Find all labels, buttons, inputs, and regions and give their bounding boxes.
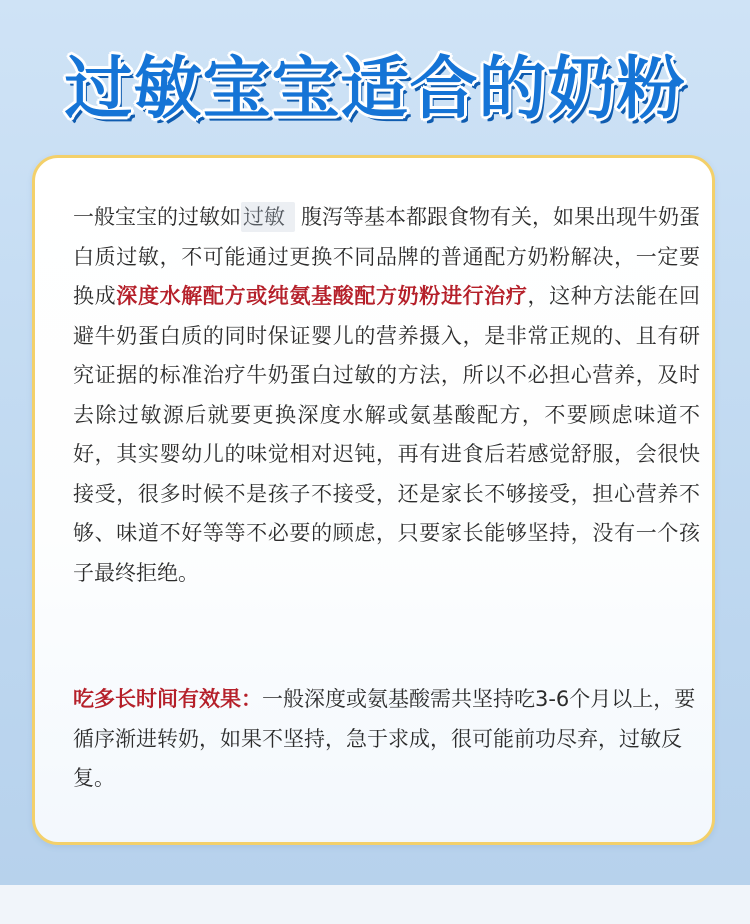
- paragraph-text-2: 腹泻等基本都跟食物有关，如果出现牛奶蛋白质过敏，不可能通过更换不同品牌的普通配方奶粉解决，一定要换成: [73, 205, 700, 308]
- paragraph-text-1: 一般宝宝的过敏如: [73, 205, 241, 229]
- duration-text: 一般深度或氨基酸需共坚持吃3-6个月以上，要循序渐进转奶，如果不坚持，急于求成，很可能前功尽弃，过敏反复。: [73, 687, 696, 790]
- treatment-highlight: 深度水解配方或纯氨基酸配方奶粉进行治疗: [116, 284, 528, 308]
- bottom-strip: [0, 885, 750, 924]
- inline-chip: 过敏: [241, 202, 295, 232]
- duration-label: 吃多长时间有效果：: [73, 687, 262, 711]
- paragraph-text-3: ，这种方法能在回避牛奶蛋白质的同时保证婴儿的营养摄入，是非常正规的、且有研究证据的标准治疗牛奶蛋白过敏的方法，所以不必担心营养，及时去除过敏源后就要更换深度水解或氨基酸配方，不要顾虑味道不好，其实婴幼儿的味觉相对迟钝，再有进食后若感觉舒服，会很快接受，很多时候不是孩子不接受，还是家长不够接受，担心营养不够、味道不好等等不必要的顾虑，只要家长能够坚持，没有一个孩子最终拒绝。: [73, 284, 701, 585]
- duration-paragraph: [73, 680, 700, 799]
- main-paragraph: [73, 198, 700, 593]
- page-title: 过敏宝宝适合的奶粉: [64, 50, 686, 129]
